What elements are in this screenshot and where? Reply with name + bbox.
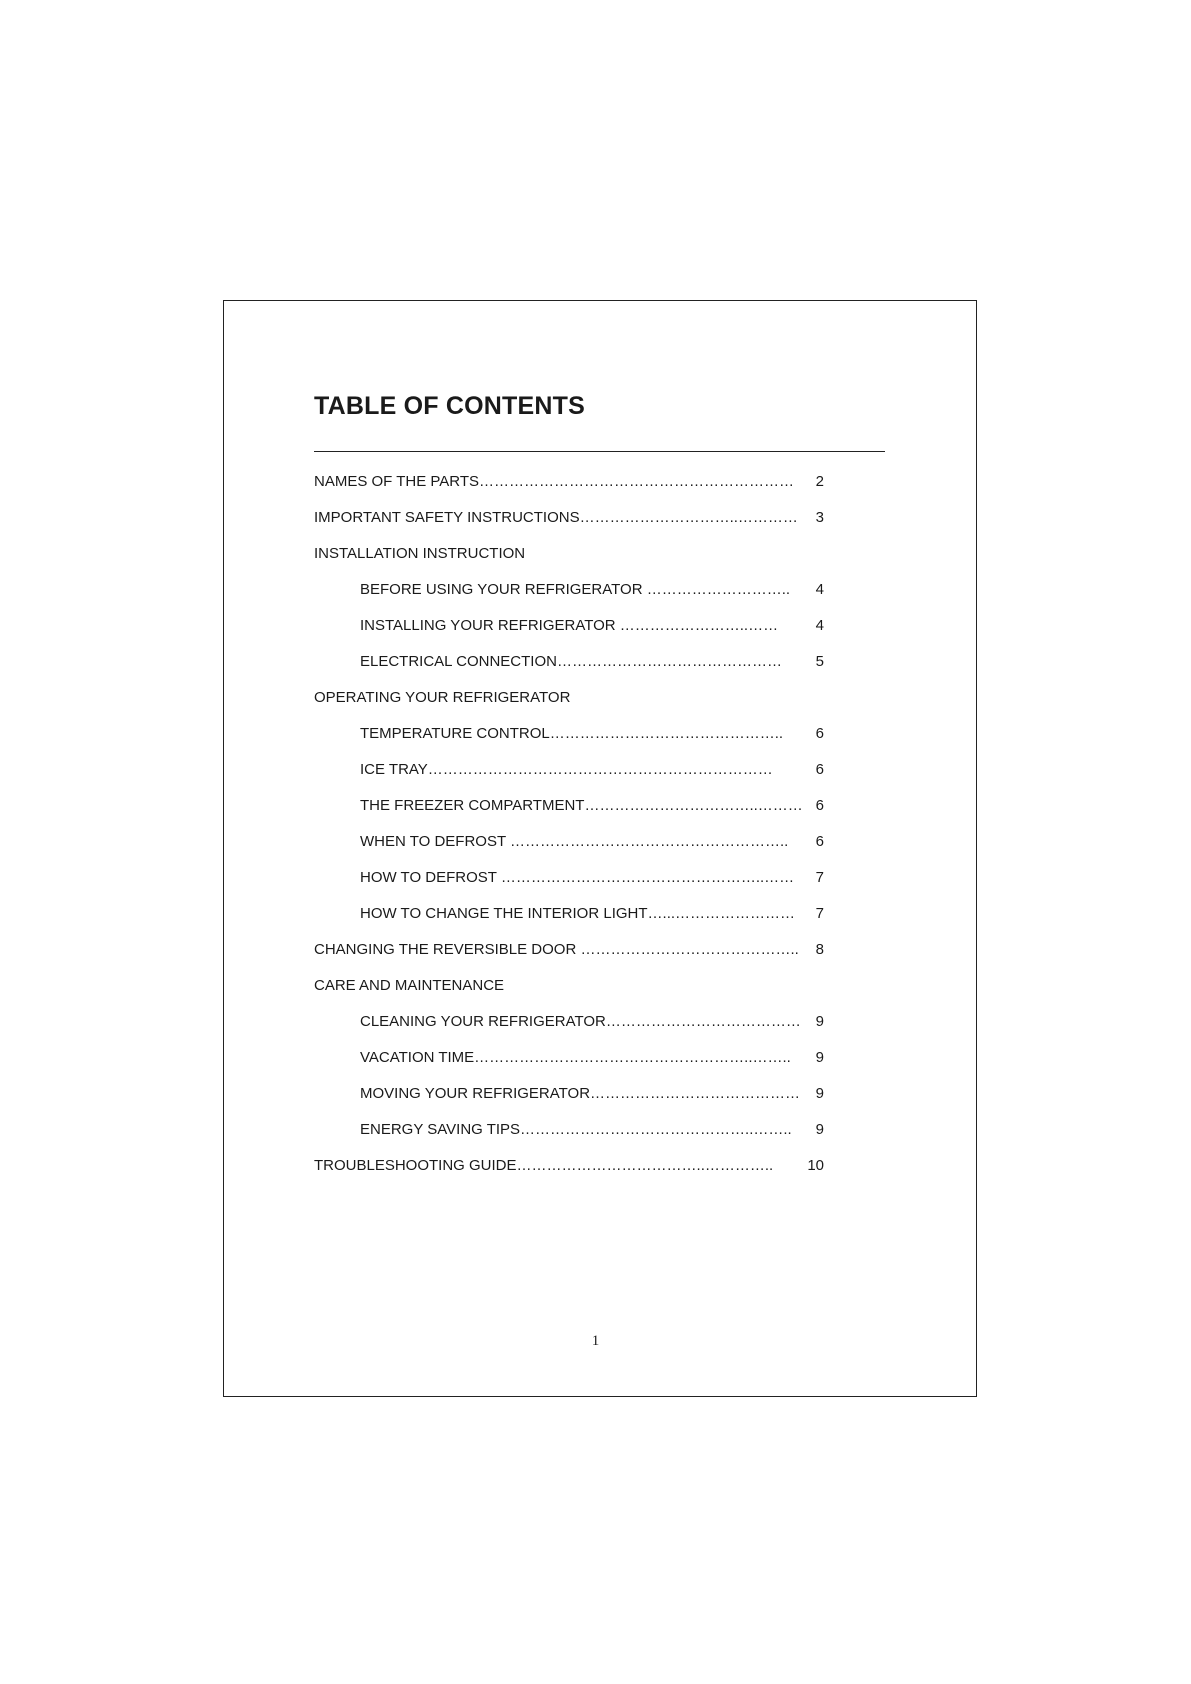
toc-entry-label: MOVING YOUR REFRIGERATOR…………………………………… [360, 1085, 801, 1102]
toc-entry-label: ICE TRAY…………………………………………………………… [360, 761, 773, 778]
toc-subentry[interactable] [314, 1011, 824, 1047]
toc-entry[interactable] [314, 471, 824, 507]
table-of-contents [314, 471, 824, 1191]
toc-entry-page: 6 [815, 797, 824, 814]
toc-entry-label: CARE AND MAINTENANCE [314, 977, 505, 994]
toc-subentry[interactable] [314, 867, 824, 903]
toc-entry-label: ELECTRICAL CONNECTION……………………………………… [360, 653, 782, 670]
toc-entry-page: 2 [815, 473, 824, 490]
toc-entry[interactable] [314, 687, 824, 723]
toc-subentry[interactable] [314, 615, 824, 651]
toc-subentry[interactable] [314, 1047, 824, 1083]
toc-entry-page: 9 [815, 1013, 824, 1030]
toc-entry-page: 7 [815, 869, 824, 886]
toc-entry-page: 10 [807, 1157, 824, 1174]
toc-subentry[interactable] [314, 723, 824, 759]
toc-entry-label: INSTALLATION INSTRUCTION [314, 545, 526, 562]
toc-entry-page: 4 [815, 617, 824, 634]
toc-entry-label: ENERGY SAVING TIPS………………………………………..…….. [360, 1121, 792, 1138]
toc-entry-label: TEMPERATURE CONTROL……………………………………….. [360, 725, 784, 742]
toc-entry[interactable] [314, 939, 824, 975]
toc-subentry[interactable] [314, 579, 824, 615]
toc-subentry[interactable] [314, 1083, 824, 1119]
toc-subentry[interactable] [314, 651, 824, 687]
toc-entry-label: CHANGING THE REVERSIBLE DOOR …………………………………….. [314, 941, 799, 958]
toc-entry-page: 6 [815, 725, 824, 742]
toc-subentry[interactable] [314, 759, 824, 795]
title-divider [314, 451, 885, 452]
toc-entry-label: HOW TO CHANGE THE INTERIOR LIGHT…...…………………… [360, 905, 796, 922]
toc-entry-label: OPERATING YOUR REFRIGERATOR [314, 689, 571, 706]
toc-entry-label: WHEN TO DEFROST ……………………………………………….. [360, 833, 789, 850]
page-number: 1 [591, 1333, 600, 1349]
page-title: TABLE OF CONTENTS [314, 392, 585, 420]
toc-entry-page: 8 [815, 941, 824, 958]
toc-entry-label: INSTALLING YOUR REFRIGERATOR ……………………..…… [360, 617, 779, 634]
toc-entry-label: VACATION TIME………………………………………………..…….. [360, 1049, 791, 1066]
toc-entry-page: 6 [815, 833, 824, 850]
toc-subentry[interactable] [314, 795, 824, 831]
toc-entry-page: 9 [815, 1085, 824, 1102]
toc-entry[interactable] [314, 975, 824, 1011]
toc-entry-label: TROUBLESHOOTING GUIDE………………………………..………….. [314, 1157, 774, 1174]
toc-entry-page: 3 [815, 509, 824, 526]
toc-entry-label: IMPORTANT SAFETY INSTRUCTIONS…………………………..………… [314, 509, 798, 526]
toc-entry-page: 6 [815, 761, 824, 778]
toc-entry[interactable] [314, 1155, 824, 1191]
toc-entry[interactable] [314, 507, 824, 543]
toc-entry-page: 4 [815, 581, 824, 598]
toc-entry-page: 9 [815, 1049, 824, 1066]
toc-entry-label: BEFORE USING YOUR REFRIGERATOR ……………………….. [360, 581, 791, 598]
toc-subentry[interactable] [314, 831, 824, 867]
toc-subentry[interactable] [314, 1119, 824, 1155]
toc-entry-label: CLEANING YOUR REFRIGERATOR………………………………… [360, 1013, 801, 1030]
toc-entry[interactable] [314, 543, 824, 579]
toc-entry-label: NAMES OF THE PARTS……………………………………………………… [314, 473, 795, 490]
toc-entry-page: 5 [815, 653, 824, 670]
toc-entry-page: 9 [815, 1121, 824, 1138]
toc-entry-label: HOW TO DEFROST ……………………………………………..…… [360, 869, 795, 886]
toc-entry-page: 7 [815, 905, 824, 922]
toc-entry-label: THE FREEZER COMPARTMENT……………………………..……… [360, 797, 803, 814]
toc-subentry[interactable] [314, 903, 824, 939]
